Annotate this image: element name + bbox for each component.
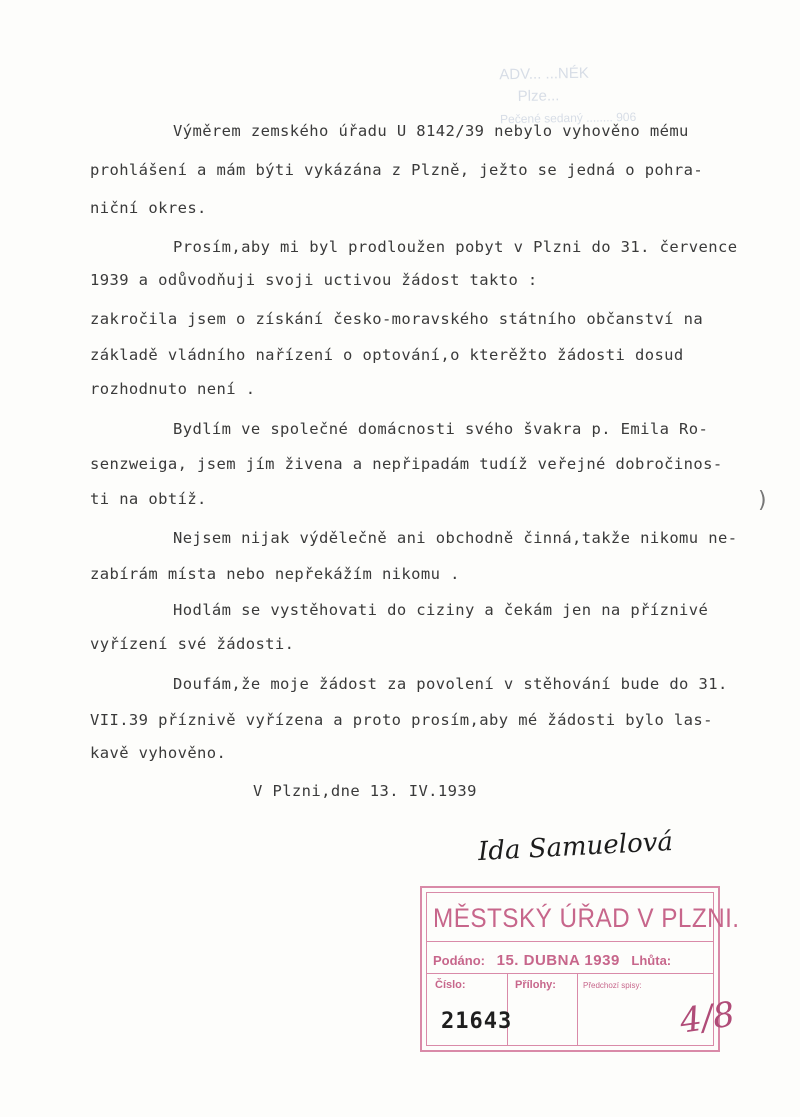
stamp-podano-label: Podáno: (433, 953, 485, 968)
city-office-stamp (420, 886, 740, 1052)
letter-line: Prosím,aby mi byl prodloužen pobyt v Plzni do 31. července (173, 238, 738, 256)
letter-line: rozhodnuto není . (90, 380, 256, 398)
letter-line: Výměrem zemského úřadu U 8142/39 nebylo vyhověno mému (173, 122, 689, 140)
letter-line: základě vládního nařízení o optování,o kterěžto žádosti dosud (90, 346, 684, 364)
letter-line: Nejsem nijak výdělečně ani obchodně činná,takže nikomu ne- (173, 529, 738, 547)
stamp-title: MĚSTSKÝ ÚŘAD V PLZNI. (433, 903, 740, 933)
stamp-prilohy-label: Přílohy: (515, 979, 556, 991)
letter-line: Bydlím ve společné domácnosti svého švakra p. Emila Ro- (173, 420, 709, 438)
letter-line: kavě vyhověno. (90, 744, 227, 762)
faint-received-stamp (499, 60, 761, 165)
signature: Ida Samuelová (477, 826, 674, 868)
letter-line: Doufám,že moje žádost za povolení v stěhování bude do 31. (173, 675, 728, 693)
letter-line: 1939 a odůvodňuji svoji uctivou žádost takto : (90, 271, 538, 289)
letter-line: prohlášení a mám býti vykázána z Plzně, ježto se jedná o pohra- (90, 161, 704, 179)
stamp-divider (427, 941, 713, 942)
letter-line: zabírám místa nebo nepřekážím nikomu . (90, 565, 460, 583)
stamp-lhuta-label: Lhůta: (631, 953, 672, 968)
faint-stamp-line-1: ADV... ...NÉK (499, 64, 589, 84)
stamp-frame (426, 892, 740, 1046)
stamp-number: 21643 (441, 1009, 513, 1034)
letter-line: Hodlám se vystěhovati do ciziny a čekám jen na příznivé (173, 601, 709, 619)
margin-mark: ) (758, 488, 767, 513)
letter-line: senzweiga, jsem jím živena a nepřipadám tudíž veřejné dobročinos- (90, 455, 723, 473)
stamp-column-divider (577, 973, 578, 1045)
faint-stamp-line-3: Pečené sedaný ........ 906 (499, 109, 637, 127)
stamp-submitted-row (433, 952, 671, 969)
letter-line: niční okres. (90, 199, 207, 217)
letter-line: vyřízení své žádosti. (90, 635, 295, 653)
letter-line: ti na obtíž. (90, 490, 207, 508)
stamp-cislo-label: Číslo: (435, 979, 466, 991)
stamp-date: 15. DUBNA 1939 (496, 952, 620, 969)
stamp-divider (427, 973, 713, 974)
stamp-handwritten-note: 4/8 (677, 994, 738, 1042)
letter-line: zakročila jsem o získání česko-moravského státního občanství na (90, 310, 704, 328)
faint-stamp-line-2: Plze... (517, 87, 560, 105)
letter-line: VII.39 příznivě vyřízena a proto prosím,aby mé žádosti bylo las- (90, 711, 713, 729)
place-date: V Plzni,dne 13. IV.1939 (253, 782, 477, 800)
stamp-predchozi-label: Předchozí spisy: (583, 981, 642, 990)
